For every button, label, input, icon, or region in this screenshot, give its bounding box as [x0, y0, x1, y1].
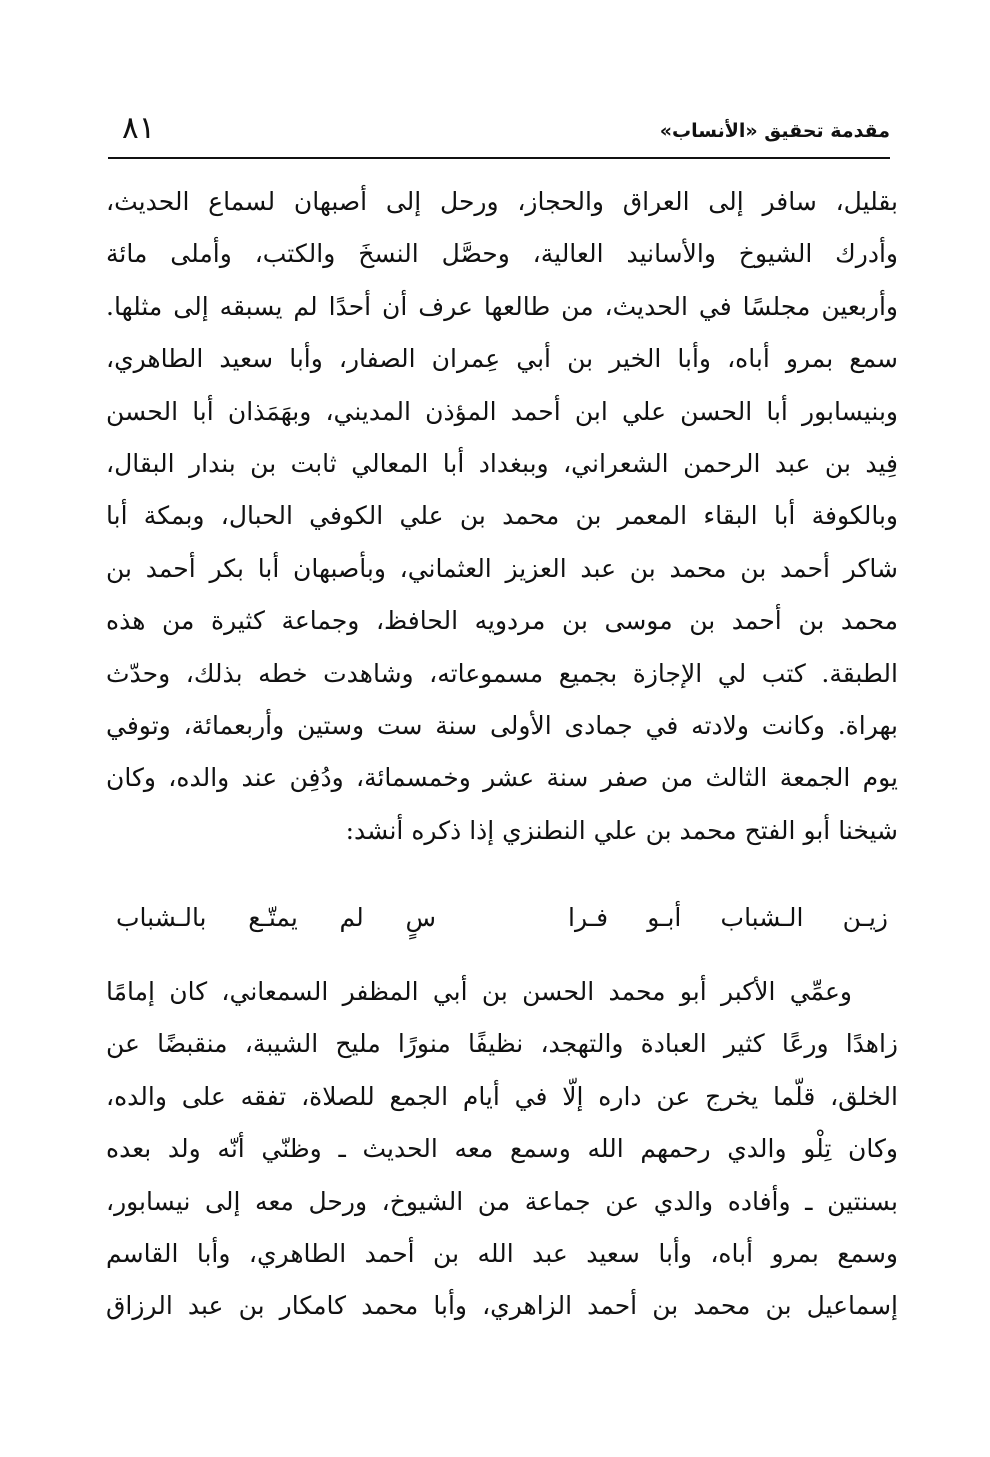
text-line: وأدرك الشيوخ والأسانيد العالية، وحصَّل النسخَ والكتب، وأملى مائة — [106, 239, 898, 269]
text-line: بقليل، سافر إلى العراق والحجاز، ورحل إلى أصبهان لسماع الحديث، — [106, 187, 898, 216]
header-rule — [108, 157, 890, 159]
text-line: شاكر أحمد بن محمد بن عبد العزيز العثماني، وبأصبهان أبا بكر أحمد بن — [106, 553, 898, 583]
text-line: وسمع بمرو أباه، وأبا سعيد عبد الله بن أحمد الطاهري، وأبا القاسم — [106, 1238, 898, 1268]
text-line: وكان تِلْو والدي رحمهم الله وسمع معه الحديث ـ وظنّي أنّه ولد بعده — [106, 1134, 898, 1164]
text-line: سمع بمرو أباه، وأبا الخير بن أبي عِمران الصفار، وأبا سعيد الطاهري، — [106, 344, 898, 374]
poem-second-hemistich: سٍ لم يمتّـع بالـشباب — [116, 903, 436, 932]
text-line: زاهدًا ورعًا كثير العبادة والتهجد، نظيفًا منورًا مليح الشيبة، منقبضًا عن — [106, 1029, 898, 1059]
text-line: بهراة. وكانت ولادته في جمادى الأولى سنة ست وستين وأربعمائة، وتوفي — [106, 710, 898, 740]
poem-first-hemistich: زيـن الـشباب أبـو فـرا — [568, 903, 888, 932]
text-line: الطبقة. كتب لي الإجازة بجميع مسموعاته، وشاهدت خطه بذلك، وحدّث — [106, 658, 898, 688]
page-number: ٨١ — [122, 110, 156, 146]
text-line: وبالكوفة أبا البقاء المعمر بن محمد بن علي الكوفي الحبال، وبمكة أبا — [106, 501, 898, 531]
text-line: إسماعيل بن محمد بن أحمد الزاهري، وأبا محمد كامكار بن عبد الرزاق — [106, 1291, 898, 1321]
running-title: مقدمة تحقيق «الأنساب» — [659, 120, 890, 142]
text-line: يوم الجمعة الثالث من صفر سنة عشر وخمسمائة، ودُفِن عند والده، وكان — [106, 763, 898, 793]
text-line: الخلق، قلّما يخرج عن داره إلّا في أيام الجمع للصلاة، تفقه على والده، — [106, 1081, 898, 1111]
text-line: فِيد بن عبد الرحمن الشعراني، وببغداد أبا المعالي ثابت بن بندار البقال، — [106, 448, 898, 478]
poem-verse — [106, 888, 898, 948]
paragraph-1 — [106, 176, 898, 857]
text-line: بسنتين ـ وأفاده والدي عن جماعة من الشيوخ، ورحل معه إلى نيسابور، — [106, 1186, 898, 1216]
page-header — [108, 108, 890, 158]
paragraph-2 — [106, 966, 898, 1333]
text-line: وبنيسابور أبا الحسن علي ابن أحمد المؤذن المديني، وبهَمَذان أبا الحسن — [106, 396, 898, 426]
text-line: محمد بن أحمد بن موسى بن مردويه الحافظ، وجماعة كثيرة من هذه — [106, 606, 898, 636]
text-line: شيخنا أبو الفتح محمد بن علي النطنزي إذا ذكره أنشد: — [345, 815, 898, 845]
text-line: وأربعين مجلسًا في الحديث، من طالعها عرف أن أحدًا لم يسبقه إلى مثلها. — [106, 291, 898, 321]
text-line: وعمِّي الأكبر أبو محمد الحسن بن أبي المظفر السمعاني، كان إمامًا — [106, 977, 852, 1006]
